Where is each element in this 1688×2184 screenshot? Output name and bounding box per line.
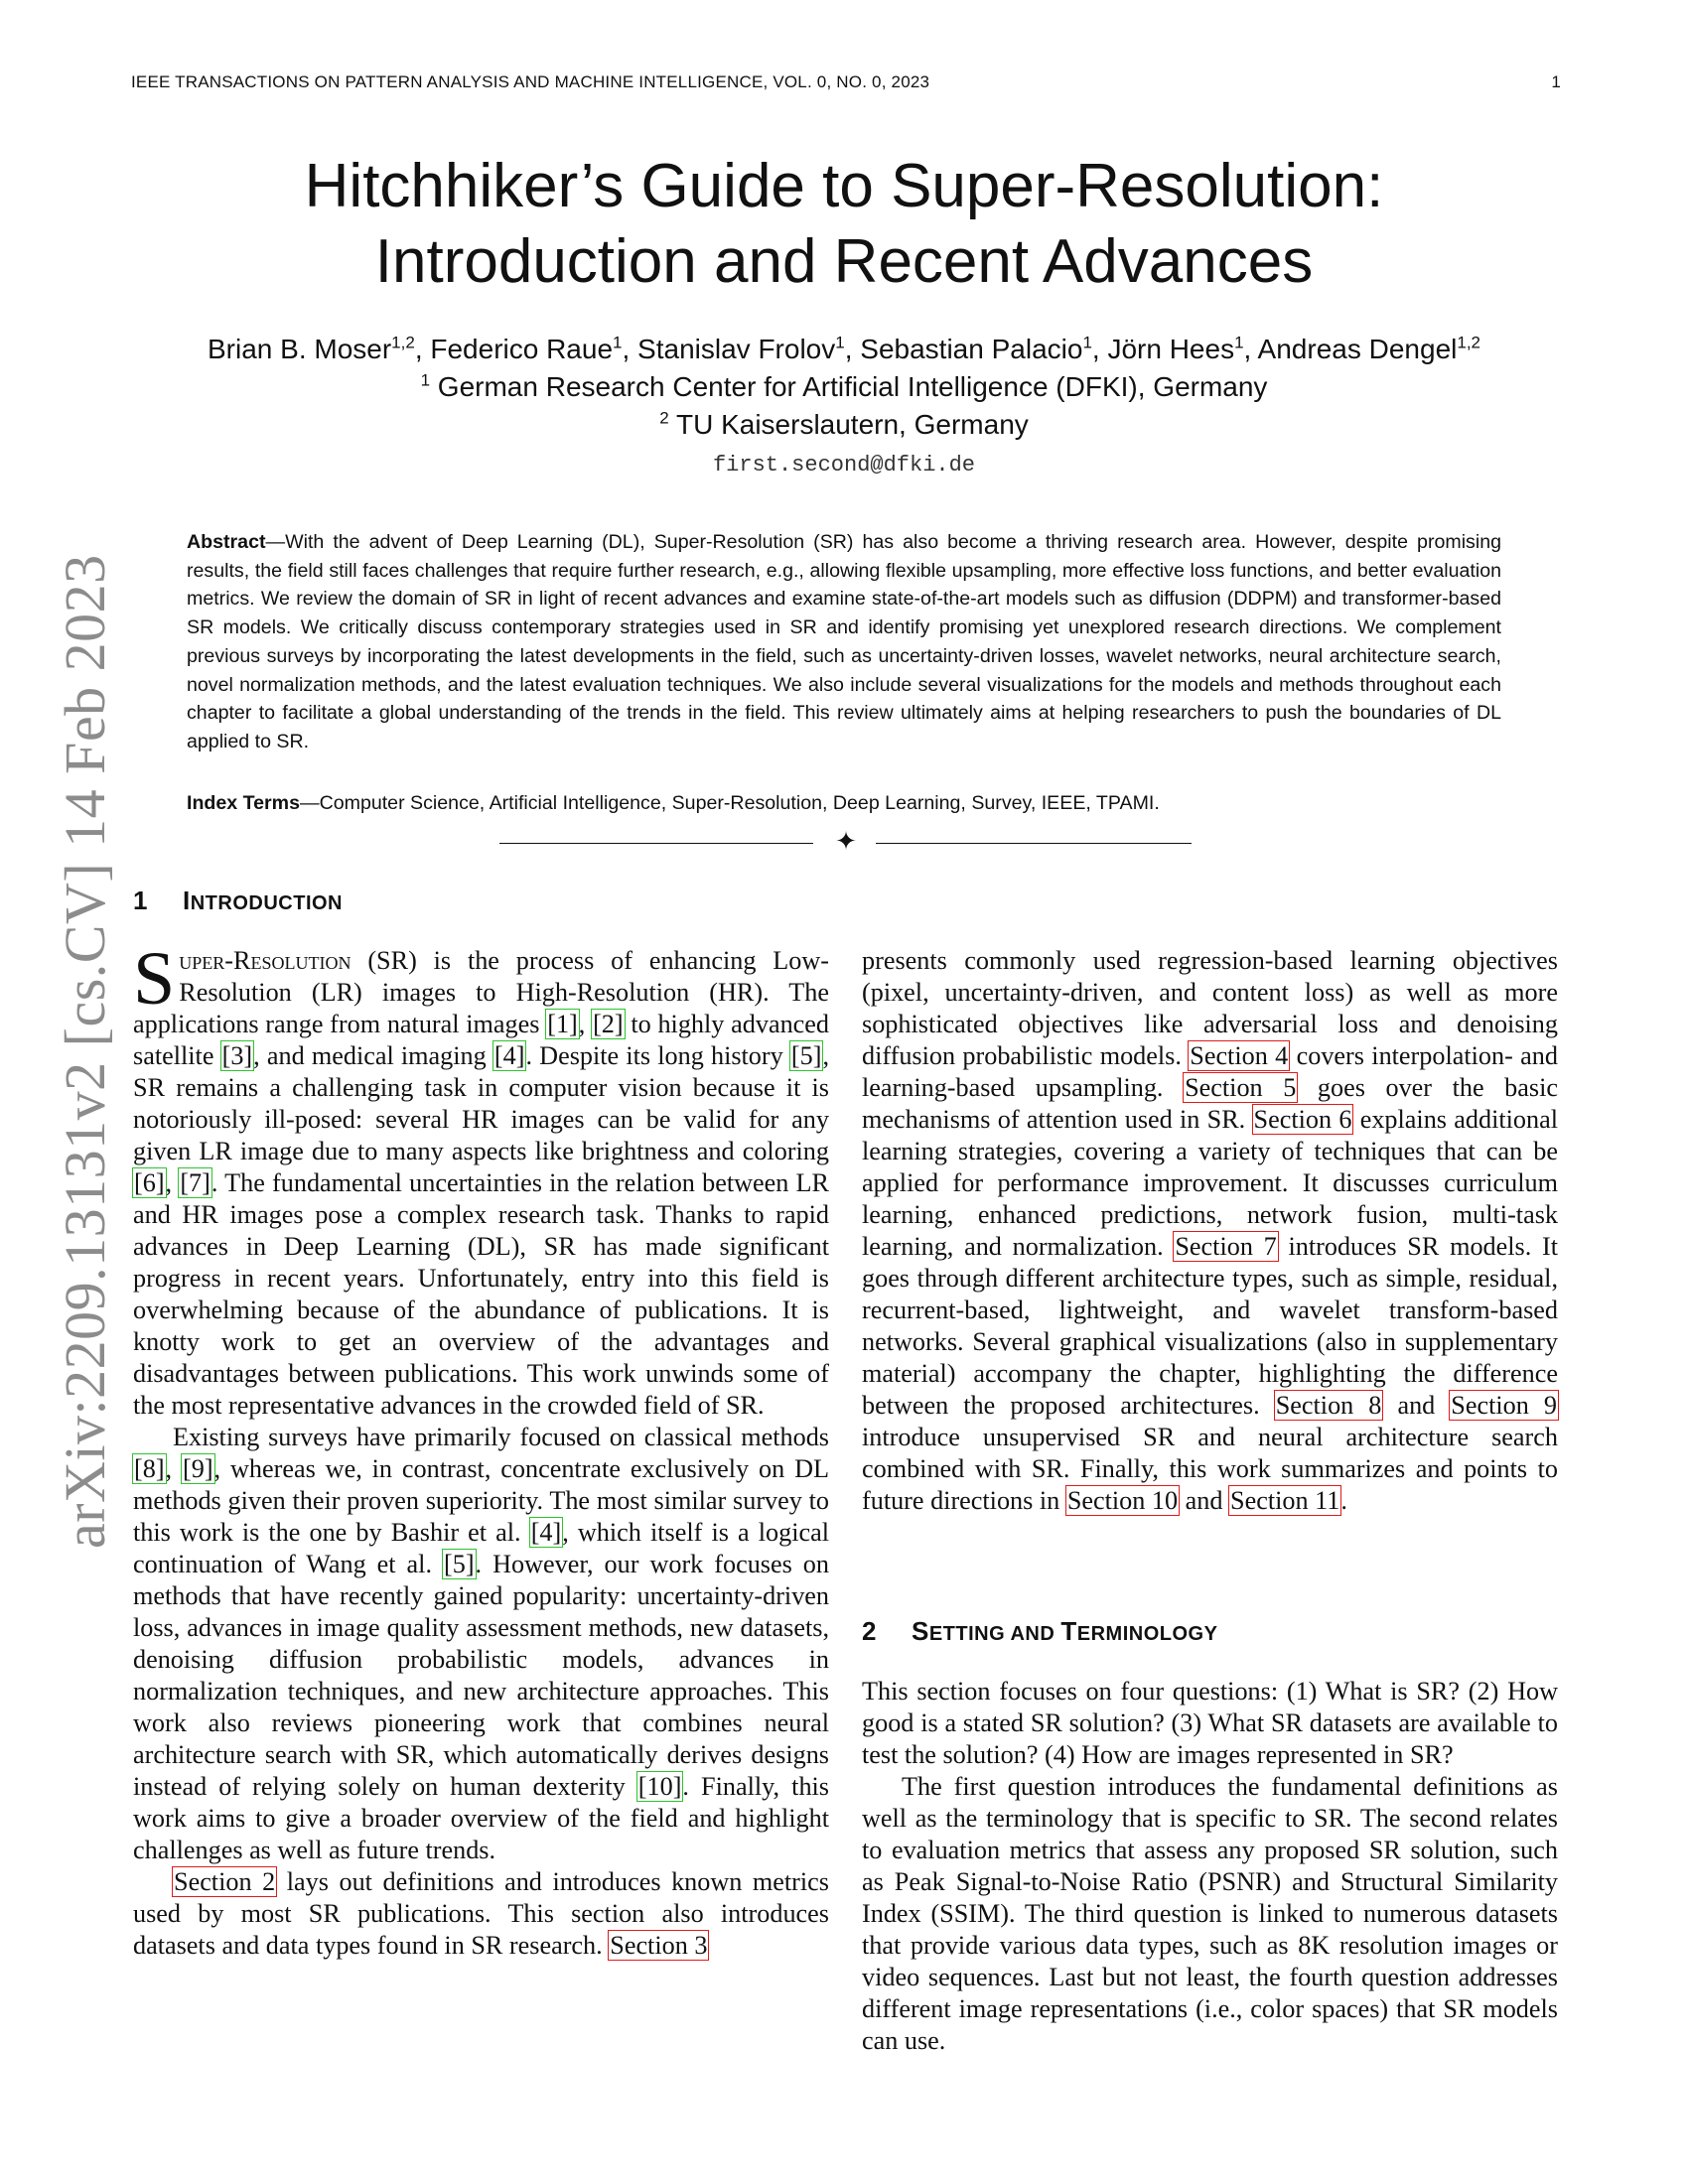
body-text: explains additional learning strategies, covering a variety of techniques that can be applied for performance improvement. It discusses curriculum learning, enhanced predictions, network fusion, multi-task learning, and normalization. <box>862 1105 1558 1261</box>
body-text: and <box>1179 1486 1230 1515</box>
section-title-rest: ETTING AND <box>928 1623 1061 1645</box>
page-number: 1 <box>1551 72 1561 91</box>
index-terms <box>187 789 1501 817</box>
body-text: . <box>1340 1486 1347 1515</box>
title-line-1: Hitchhiker’s Guide to Super-Resolution: <box>304 152 1384 220</box>
section-link[interactable]: Section 10 <box>1066 1486 1179 1515</box>
right-column <box>862 945 1558 1517</box>
section-link[interactable]: Section 6 <box>1253 1105 1352 1134</box>
affiliation-text: TU Kaiserslautern, Germany <box>668 409 1029 440</box>
index-terms-text: —Computer Science, Artificial Intelligence, Super-Resolution, Deep Learning, Survey, IEEE, TPAMI. <box>299 792 1160 814</box>
index-terms-label: Index Terms <box>187 792 300 814</box>
body-text: and <box>1382 1391 1451 1420</box>
contact-email: first.second@dfki.de <box>712 453 976 478</box>
left-column <box>133 937 830 1962</box>
section-link[interactable]: Section 3 <box>610 1931 708 1960</box>
body-text: introduce unsupervised SR and neural architecture search combined with SR. Finally, this work summarizes and points to future directions in <box>862 1423 1558 1515</box>
intro-paragraph-2 <box>133 1422 829 1866</box>
author-affil-mark: 1 <box>613 333 623 352</box>
author-name: Brian B. Moser <box>208 334 392 364</box>
section-link[interactable]: Section 11 <box>1230 1486 1340 1515</box>
author-affil-mark: 1 <box>1234 333 1244 352</box>
section-title-rest: NTRODUCTION <box>190 892 343 914</box>
author-name: , Stanislav Frolov <box>622 334 836 364</box>
citation-link[interactable]: [9] <box>183 1454 213 1483</box>
citation-link[interactable]: [4] <box>530 1518 562 1547</box>
body-text: presents commonly used regression-based learning objectives (pixel, uncertainty-driven, and content loss) as well as more sophisticated objectives like adversarial loss and denoising diffusion probabilistic models. <box>862 946 1558 1070</box>
author-name: , Andreas Dengel <box>1243 334 1458 364</box>
body-text: . However, our work focuses on methods that have recently gained popularity: uncertainty-driven loss, advances in image quality assessment methods, new datasets, denoising diffusion probabilistic models, advances in normalization techniques, and new architecture approaches. This work also reviews pioneering work that combines neural architecture search with SR, which automatically derives designs instead of relying solely on human dexterity <box>133 1550 829 1801</box>
section-2-heading <box>862 1616 1217 1647</box>
citation-link[interactable]: [5] <box>444 1550 475 1578</box>
body-text: , <box>578 1010 593 1038</box>
author-affil-mark: 1,2 <box>1457 333 1480 352</box>
arxiv-stamp: arXiv:2209.13131v2 [cs.CV] 14 Feb 2023 <box>53 554 117 1549</box>
body-text: introduces SR models. It goes through different architecture types, such as simple, residual, recurrent-based, lightweight, and wavelet transform-based networks. Several graphical visualizations (also in supplementary material) accompany the chapter, highlighting the difference between the proposed architectures. <box>862 1232 1558 1420</box>
author-affil-mark: 1 <box>835 333 845 352</box>
section-link[interactable]: Section 7 <box>1175 1232 1277 1261</box>
section-title-cap: S <box>912 1616 929 1646</box>
section-title-cap: I <box>183 886 191 915</box>
citation-link[interactable]: [6] <box>134 1168 165 1197</box>
body-text: (SR) is the process of enhancing Low-Resolution (LR) images to High-Resolution (HR). The applications range from natural images <box>133 946 829 1038</box>
citation-link[interactable]: [3] <box>221 1041 253 1070</box>
intro-paragraph-1 <box>133 937 830 1422</box>
intro-paragraph-3-continued <box>862 945 1558 1517</box>
divider-line <box>499 843 813 844</box>
citation-link[interactable]: [8] <box>134 1454 165 1483</box>
author-name: , Federico Raue <box>414 334 614 364</box>
abstract <box>187 528 1501 756</box>
citation-link[interactable]: [10] <box>637 1772 682 1801</box>
affiliation-text: German Research Center for Artificial Intelligence (DFKI), Germany <box>430 371 1268 402</box>
section-link[interactable]: Section 5 <box>1185 1073 1297 1102</box>
citation-link[interactable]: [4] <box>493 1041 525 1070</box>
running-head <box>131 72 1561 92</box>
citation-link[interactable]: [5] <box>790 1041 822 1070</box>
section-title-cap: T <box>1060 1616 1077 1646</box>
intro-paragraph-3 <box>133 1866 829 1962</box>
body-text: to highly advanced satellite <box>133 1010 830 1070</box>
citation-link[interactable]: [2] <box>593 1010 624 1038</box>
affiliation-2 <box>199 406 1489 444</box>
affiliation-mark: 2 <box>659 408 669 428</box>
citation-link[interactable]: [1] <box>547 1010 578 1038</box>
body-text: Existing surveys have primarily focused on classical methods <box>173 1423 829 1451</box>
affiliation-mark: 1 <box>420 370 431 390</box>
author-affil-mark: 1,2 <box>391 333 415 352</box>
body-text: goes over the basic mechanisms of attention used in SR. <box>862 1073 1558 1134</box>
setting-paragraph-2: The first question introduces the fundamental definitions as well as the terminology that is specific to SR. The second relates to evaluation metrics that assess any proposed SR solution, such as Peak Signal-to-Noise Ratio (PSNR) and Structural Similarity Index (SSIM). The third question is linked to numerous datasets that provide various data types, such as 8K resolution images or video sequences. Last but not least, the fourth question addresses different image representations (i.e., color spaces) that SR models can use. <box>862 1772 1558 2055</box>
body-text: , <box>165 1454 182 1483</box>
body-text: , whereas we, in contrast, concentrate exclusively on DL methods given their proven superiority. The most similar survey to this work is the one by Bashir et al. <box>133 1454 829 1547</box>
section-number: 2 <box>862 1616 877 1646</box>
section-link[interactable]: Section 8 <box>1275 1391 1382 1420</box>
body-text: . The fundamental uncertainties in the relation between LR and HR images pose a complex research task. Thanks to rapid advances in Deep Learning (DL), SR has made significant progress in recent years. Unfortunately, entry into this field is overwhelming because of the abundance of publications. It is knotty work to get an overview of the advantages and disadvantages between publications. This work unwinds some of the most representative advances in the crowded field of SR. <box>133 1168 830 1420</box>
lead-words: uper-Resolution <box>179 946 352 975</box>
section-number: 1 <box>133 886 148 915</box>
divider-diamond-icon: ✦ <box>835 827 857 857</box>
body-text: lays out definitions and introduces known metrics used by most SR publications. This section also introduces datasets and data types found in SR research. <box>133 1867 829 1960</box>
author-name: , Jörn Hees <box>1091 334 1235 364</box>
body-text: , <box>165 1168 180 1197</box>
abstract-label: Abstract <box>187 531 266 553</box>
body-text: , which itself is a logical continuation of Wang et al. <box>133 1518 829 1578</box>
divider-line <box>876 843 1192 844</box>
author-name: , Sebastian Palacio <box>844 334 1083 364</box>
abstract-text: —With the advent of Deep Learning (DL), Super-Resolution (SR) has also become a thriving research area. However, despite promising results, the field still faces challenges that require further research, e.g., allowing flexible upsampling, more effective loss functions, and better evaluation metrics. We review the domain of SR in light of recent advances and examine state-of-the-art models such as diffusion (DDPM) and transformer-based SR models. We critically discuss contemporary strategies used in SR and identify promising yet unexplored research directions. We complement previous surveys by incorporating the latest developments in the field, such as uncertainty-driven losses, wavelet networks, neural architecture search, novel normalization methods, and the latest evaluation techniques. We also include several visualizations for the models and methods throughout each chapter to facilitate a global understanding of the trends in the field. This review ultimately aims at helping researchers to push the boundaries of DL applied to SR. <box>187 531 1501 752</box>
body-text: covers interpolation- and learning-based upsampling. <box>862 1041 1558 1102</box>
body-text: , SR remains a challenging task in computer vision because it is notoriously ill-posed: several HR images can be valid for any given LR image due to many aspects like brightness and coloring <box>133 1041 829 1165</box>
section-1-heading <box>133 886 343 916</box>
paper-title <box>199 149 1489 300</box>
section-title-rest: ERMINOLOGY <box>1076 1623 1218 1645</box>
setting-paragraph-1: This section focuses on four questions: (1) What is SR? (2) How good is a stated SR solution? (3) What SR datasets are available to test the solution? (4) How are images represented in SR? <box>862 1677 1558 1769</box>
body-text: , and medical imaging <box>253 1041 493 1070</box>
section-link[interactable]: Section 9 <box>1451 1391 1557 1420</box>
section-2-body <box>862 1676 1558 2057</box>
drop-cap: S <box>133 937 176 1021</box>
author-list <box>99 331 1589 368</box>
author-affil-mark: 1 <box>1082 333 1092 352</box>
body-text: . Despite its long history <box>525 1041 790 1070</box>
citation-link[interactable]: [7] <box>180 1168 211 1197</box>
affiliation-1 <box>199 368 1489 406</box>
title-line-2: Introduction and Recent Advances <box>374 227 1314 296</box>
section-link[interactable]: Section 2 <box>174 1867 276 1896</box>
body-text: . Finally, this work aims to give a broader overview of the field and highlight challenges as well as future trends. <box>133 1772 829 1864</box>
section-link[interactable]: Section 4 <box>1190 1041 1289 1070</box>
journal-header: IEEE TRANSACTIONS ON PATTERN ANALYSIS AND MACHINE INTELLIGENCE, VOL. 0, NO. 0, 2023 <box>131 72 930 91</box>
